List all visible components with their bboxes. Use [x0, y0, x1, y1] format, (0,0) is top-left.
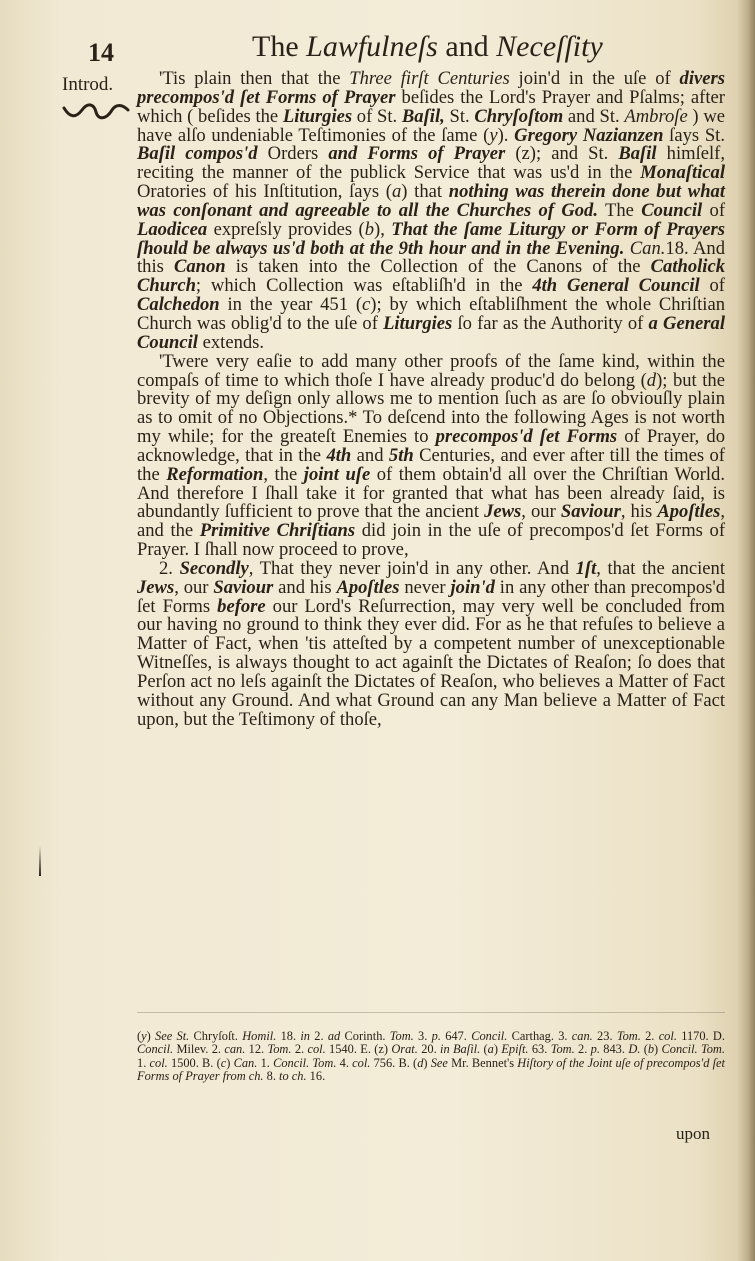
text-run: ): [654, 1042, 662, 1057]
text-run: is taken into the Collection of the Canons of the: [225, 256, 651, 278]
italic-text-run: col.: [149, 1055, 168, 1070]
flourish-ornament-icon: [60, 100, 132, 122]
paragraph: [137, 350, 726, 561]
italic-text-run: Reformation: [166, 463, 264, 485]
italic-text-run: Baſil: [618, 143, 657, 165]
title-word-necessity: Neceſſity: [496, 30, 603, 63]
italic-text-run: 5th: [388, 444, 414, 466]
text-run: 2.: [291, 1042, 308, 1057]
italic-text-run: Can.: [629, 237, 666, 259]
text-run: never: [399, 576, 451, 598]
italic-text-run: Secondly: [179, 557, 249, 579]
italic-text-run: 4th: [326, 444, 352, 466]
text-run: 843.: [599, 1042, 629, 1057]
italic-text-run: to ch.: [279, 1069, 307, 1084]
italic-text-run: Homil.: [242, 1029, 277, 1043]
text-run: 'Twere very eaſie to add many other proofs of the ſame kind, within the compaſs of time to which thoſe I have already produc'd do belong (: [137, 350, 725, 391]
text-run: beſides the Lord's Prayer and Pſalms; after which ( beſides the: [137, 86, 725, 127]
italic-text-run: Orat.: [391, 1042, 418, 1057]
italic-text-run: Council: [641, 199, 703, 221]
text-run: 1170. D.: [676, 1029, 725, 1043]
text-run: of: [699, 275, 726, 297]
italic-text-run: can.: [571, 1029, 593, 1043]
italic-text-run: Concil.: [471, 1029, 508, 1043]
text-run: 1500. B. (: [167, 1055, 221, 1070]
italic-text-run: d: [417, 1055, 424, 1070]
text-run: 18.: [276, 1029, 301, 1043]
text-run: (: [480, 1042, 488, 1057]
text-run: 12.: [245, 1042, 268, 1057]
text-run: extends.: [197, 331, 265, 353]
text-run: himſelf, reciting the manner of the publick Service that was us'd in the: [137, 143, 726, 184]
text-run: 2.: [159, 557, 180, 579]
text-run: 63.: [528, 1042, 551, 1057]
italic-text-run: Epiſt.: [501, 1042, 529, 1057]
page-number: 14: [88, 38, 114, 67]
italic-text-run: See: [430, 1055, 448, 1070]
text-run: Milev. 2.: [173, 1042, 225, 1057]
text-run: (: [640, 1042, 648, 1057]
text-run: ): [146, 1029, 156, 1043]
text-run: , our: [521, 501, 561, 523]
paragraph: [137, 557, 726, 730]
text-run: 4.: [336, 1055, 353, 1070]
text-run: of St.: [352, 105, 402, 127]
text-run: expreſsly provides (: [207, 218, 365, 240]
italic-text-run: Jews: [484, 501, 522, 523]
text-run: 647.: [440, 1029, 472, 1043]
italic-text-run: divers precompos'd ſet Forms of Prayer: [137, 68, 725, 108]
text-run: , That they never join'd in any other. And: [248, 557, 576, 579]
italic-text-run: Tom.: [267, 1042, 292, 1057]
italic-text-run: Saviour: [560, 501, 621, 523]
italic-text-run: a General Council: [137, 312, 725, 353]
italic-text-run: a: [487, 1042, 494, 1057]
italic-text-run: p.: [431, 1029, 441, 1043]
italic-text-run: Ambroſe: [624, 105, 688, 127]
italic-text-run: Hiſtory of the Joint uſe of precompos'd ſet Forms of Prayer from ch.: [137, 1055, 725, 1084]
italic-text-run: Gregory Nazianzen: [514, 124, 664, 146]
italic-text-run: Baſil compos'd: [137, 143, 258, 165]
italic-text-run: joint uſe: [303, 463, 371, 485]
italic-text-run: Apoſtles: [657, 501, 721, 523]
text-run: 2.: [310, 1029, 328, 1043]
italic-text-run: y: [141, 1029, 147, 1043]
italic-text-run: Concil. Tom.: [273, 1055, 337, 1070]
paragraph: [137, 70, 725, 353]
italic-text-run: y: [489, 124, 498, 146]
text-run: 'Tis plain then that the: [159, 68, 350, 89]
text-run: , and the: [137, 501, 725, 542]
italic-text-run: join'd: [450, 576, 495, 598]
italic-text-run: col.: [658, 1029, 677, 1043]
text-run: and St.: [563, 105, 625, 127]
text-run: Oratories of his Inſtitution, ſays (: [137, 181, 392, 203]
text-run: ): [493, 1042, 502, 1057]
italic-text-run: in Baſil.: [440, 1042, 481, 1057]
italic-text-run: Tom.: [616, 1029, 641, 1043]
text-run: 23.: [592, 1029, 617, 1043]
text-run: ſo far as the Authority of: [452, 312, 649, 334]
text-run: ): [226, 1055, 234, 1070]
text-run: ); but the brevity of my deſign only allows me to mention ſuch as are ſo obviouſly plain as to omit of no Objections.* To deſcend into the following Ages is not worth my while; for the greateſt Enemies to: [137, 369, 725, 448]
text-run: ); by which eſtabliſhment the whole Chriſtian Church was oblig'd to the uſe of: [137, 294, 725, 334]
title-word-lawfulness: Lawfulneſs: [306, 30, 438, 63]
italic-text-run: 1ſt: [575, 557, 597, 579]
italic-text-run: Tom.: [550, 1042, 575, 1057]
italic-text-run: Liturgies: [282, 105, 353, 127]
italic-text-run: col.: [307, 1042, 326, 1057]
text-run: 1.: [137, 1055, 150, 1070]
text-run: 20.: [417, 1042, 441, 1057]
text-run: and his: [273, 576, 337, 598]
italic-text-run: Concil. Tom.: [661, 1042, 725, 1057]
text-run: our Lord's Reſurrection, may very well be concluded from our having no ground to think they ever did. For as he that refuſes to believe a Matter of Fact, when 'tis atteſted by a competent number of unexceptionable Witneſſes, is always thought to act againſt the Dictates of Reaſon; ſo does that Perſon act no leſs againſt the Dictates of Reaſon, who believes a Matter of Fact without any Ground. And what Ground can any Man believe a Matter of Fact upon, but the Teſtimony of thoſe,: [137, 595, 725, 730]
text-run: Centuries, and ever after till the times of the: [137, 444, 725, 485]
text-run: , that the ancient: [596, 557, 726, 579]
italic-text-run: D.: [628, 1042, 641, 1057]
italic-text-run: before: [217, 595, 266, 617]
text-run: 3.: [413, 1029, 432, 1043]
running-header: [0, 30, 755, 70]
text-run: and: [351, 444, 389, 466]
footnotes: [137, 1030, 725, 1084]
italic-text-run: c: [220, 1055, 227, 1070]
italic-text-run: and Forms of Prayer: [328, 143, 506, 165]
italic-text-run: Primitive Chriſtians: [199, 520, 356, 542]
text-run: ) that: [401, 181, 449, 203]
text-run: St.: [444, 105, 475, 127]
margin-note: Introd.: [62, 74, 114, 95]
title-word-the: The: [252, 30, 299, 63]
text-run: , his: [620, 501, 658, 523]
italic-text-run: ad: [327, 1029, 341, 1043]
italic-text-run: Jews: [137, 576, 175, 598]
italic-text-run: Calchedon: [137, 294, 220, 316]
text-run: 756. B. (: [370, 1055, 418, 1070]
footnote-rule: [137, 1012, 725, 1013]
italic-text-run: Concil.: [137, 1042, 174, 1057]
margin-ink-mark-icon: [36, 846, 44, 876]
text-run: Mr. Bennet's: [447, 1055, 518, 1070]
text-run: Chryſoſt.: [189, 1029, 243, 1043]
text-run: (: [137, 1029, 142, 1043]
italic-text-run: nothing was therein done but what was conſonant and agreeable to all the Churches of God.: [137, 181, 726, 221]
text-run: 2.: [640, 1029, 659, 1043]
italic-text-run: Liturgies: [383, 312, 453, 334]
text-run: Carthag. 3.: [507, 1029, 572, 1043]
text-run: 1.: [257, 1055, 274, 1070]
italic-text-run: Saviour: [213, 576, 274, 598]
italic-text-run: b: [364, 218, 374, 240]
italic-text-run: Three firſt Centuries: [349, 68, 510, 89]
italic-text-run: precompos'd ſet Forms: [435, 426, 618, 448]
italic-text-run: Catholick Church: [137, 256, 726, 297]
text-run: Corinth.: [340, 1029, 390, 1043]
italic-text-run: in: [300, 1029, 310, 1043]
text-run: Orders: [257, 143, 329, 165]
text-run: (z); and St.: [505, 143, 619, 165]
italic-text-run: col.: [352, 1055, 371, 1070]
italic-text-run: Baſil,: [401, 105, 445, 127]
text-run: of them obtain'd all over the Chriſtian World. And therefore I ſhall take it for granted that what has been already ſaid, is abundantly ſufficient to prove that the ancient: [137, 463, 725, 523]
italic-text-run: See St.: [155, 1029, 190, 1043]
text-run: ),: [374, 218, 392, 240]
italic-text-run: Chryſoſtom: [474, 105, 564, 127]
italic-text-run: Monaſtical: [640, 162, 725, 184]
body-text: [137, 70, 725, 730]
text-run: of: [702, 199, 726, 221]
text-run: ) we have alſo undeniable Teſtimonies of the ſame (: [137, 105, 726, 146]
text-run: 8.: [263, 1069, 280, 1084]
italic-text-run: d: [646, 369, 657, 391]
text-run: The: [598, 199, 642, 221]
text-run: ſays St.: [663, 124, 725, 146]
text-run: 1540. E. (z): [325, 1042, 392, 1057]
title-word-and: and: [445, 30, 489, 63]
italic-text-run: Laodicea: [137, 218, 208, 240]
text-run: in any other than precompos'd ſet Forms: [137, 576, 726, 617]
text-run: 18. And this: [137, 237, 725, 278]
text-run: 16.: [306, 1069, 326, 1084]
text-run: in the year 451 (: [219, 294, 363, 316]
text-run: , the: [263, 463, 304, 485]
italic-text-run: b: [647, 1042, 655, 1057]
italic-text-run: That the ſame Liturgy or Form of Prayers ſhould be always us'd both at the 9th hour and in the Evening.: [137, 218, 725, 259]
italic-text-run: Tom.: [389, 1029, 414, 1043]
text-run: ).: [497, 124, 515, 146]
text-run: ): [423, 1055, 431, 1070]
italic-text-run: can.: [224, 1042, 246, 1057]
page-edge-shadow: [737, 0, 755, 1261]
italic-text-run: Canon: [173, 256, 226, 278]
text-run: ; which Collection was eſtabliſh'd in the: [195, 275, 533, 297]
text-run: of Prayer, do acknowledge, that in the: [137, 426, 725, 466]
catchword: upon: [676, 1124, 710, 1143]
text-run: join'd in the uſe of: [509, 68, 680, 89]
italic-text-run: Can.: [233, 1055, 258, 1070]
text-run: did join in the uſe of precompos'd ſet Forms of Prayer. I ſhall now proceed to prove,: [137, 520, 726, 561]
italic-text-run: 4th General Council: [532, 275, 700, 297]
italic-text-run: a: [391, 181, 402, 203]
text-run: , our: [174, 576, 214, 598]
italic-text-run: c: [362, 294, 371, 316]
italic-text-run: Apoſtles: [336, 576, 400, 598]
text-run: 2.: [574, 1042, 591, 1057]
running-title: [252, 30, 603, 64]
italic-text-run: p.: [590, 1042, 600, 1057]
